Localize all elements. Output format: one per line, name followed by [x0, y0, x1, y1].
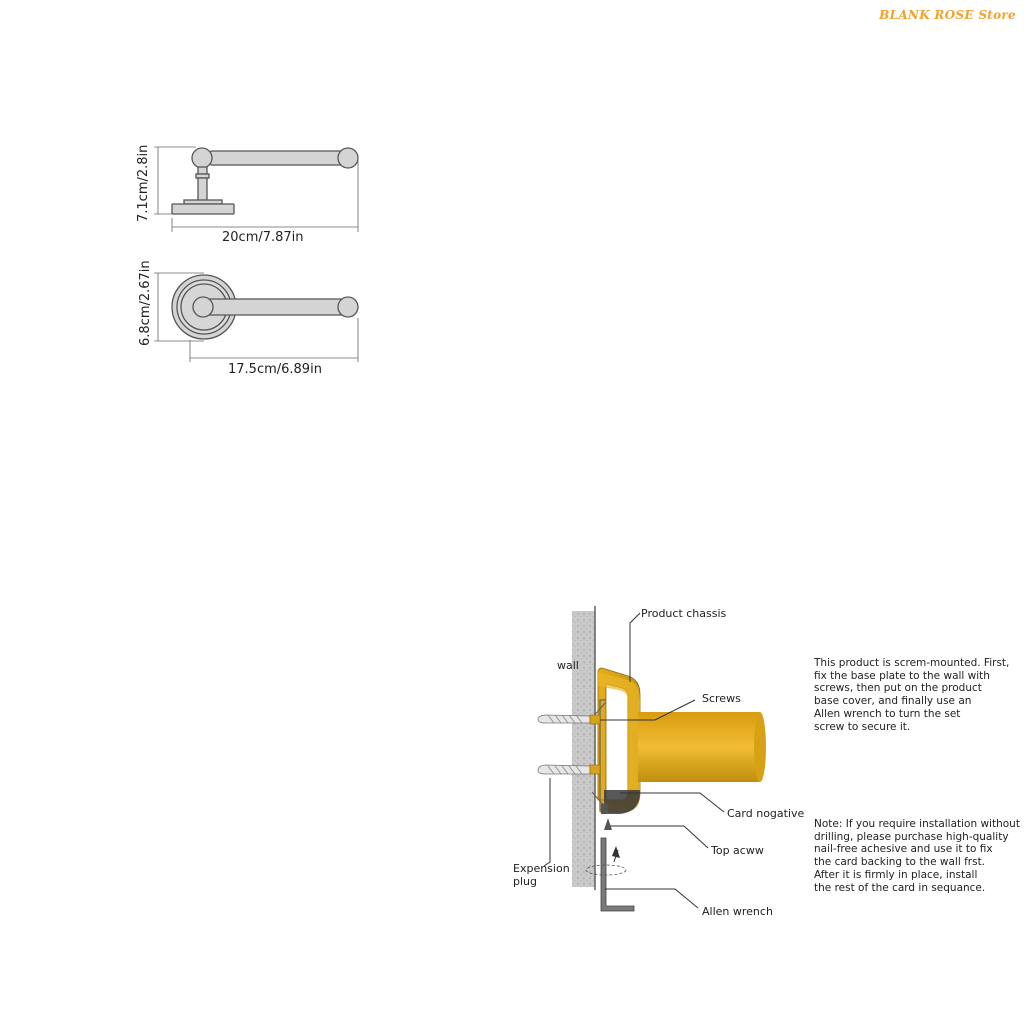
label-top-acww: Top acww [711, 844, 764, 857]
front-width-label: 20cm/7.87in [222, 230, 304, 245]
wall-section [572, 611, 595, 887]
label-expansion-plug: Expension plug [513, 862, 570, 888]
instructions-text: This product is screm-mounted. First, fix the base plate to the wall with screws, then put on the product base cover, and finally use an Allen wrench to turn the set screw to secure it. [814, 657, 1010, 733]
label-allen-wrench: Allen wrench [702, 905, 773, 918]
set-screw [601, 804, 608, 814]
top-width-label: 17.5cm/6.89in [228, 362, 322, 377]
screw-top [538, 715, 600, 724]
note-text: Note: If you require installation without drilling, please purchase high-quality nail-free achesive and use it to fix the card backing to the wall frst. After it is firmly in place, install the rest of the card in sequance. [814, 818, 1020, 894]
gold-rod [638, 712, 766, 782]
product-chassis [598, 668, 640, 814]
label-wall: wall [557, 659, 579, 672]
front-height-label: 7.1cm/2.8in [136, 144, 151, 222]
label-card-negative: Card nogative [727, 807, 805, 820]
label-product-chassis: Product chassis [641, 607, 727, 620]
label-screws: Screws [702, 692, 741, 705]
top-height-label: 6.8cm/2.67in [138, 260, 153, 346]
screw-bottom [538, 765, 600, 774]
brand-watermark: BLANK ROSE Store [879, 8, 1016, 22]
